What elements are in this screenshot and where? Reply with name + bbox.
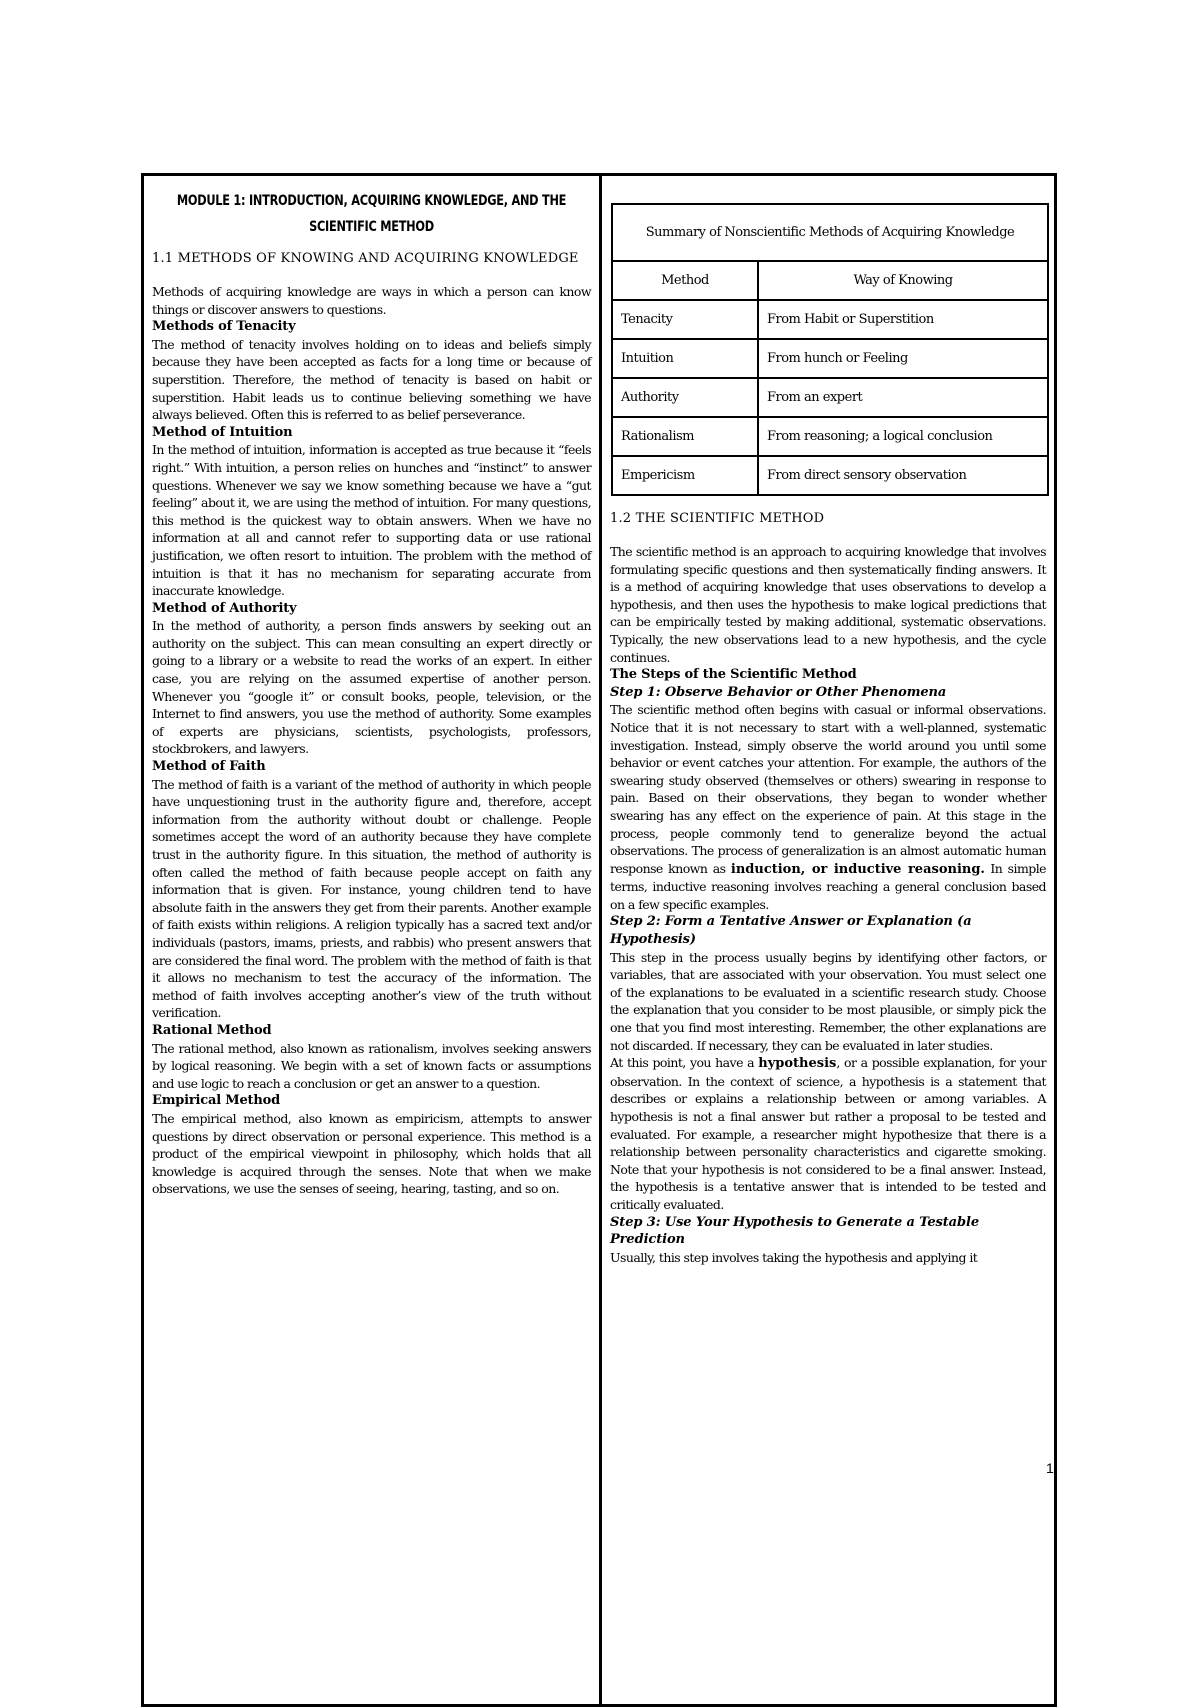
- heading-intuition: Method of Intuition: [152, 424, 293, 440]
- rational-text: The rational method, also known as rationalism, involves seeking answers by logical reasoning. We begin with a set of known facts or assumptions and use logic to reach a conclusion or get an answer to a question.: [152, 1040, 591, 1091]
- scientific-method-intro: The scientific method is an approach to acquiring knowledge that involves formulating specific questions and then systematically finding answers. It is a method of acquiring knowledge that uses observations to develop a hypothesis, and then uses the hypothesis to make logical predictions that can be empirically tested by making additional, systematic observations. Typically, the new observations lead to a new hypothesis, and the cycle continues.: [610, 544, 1046, 665]
- heading-rational: Rational Method: [152, 1022, 272, 1038]
- heading-step-2: Step 2: Form a Tentative Answer or Explanation (a Hypothesis): [610, 914, 972, 948]
- table-cell-method: Empericism: [612, 456, 758, 495]
- module-title: MODULE 1: INTRODUCTION, ACQUIRING KNOWLEDGE, AND THE SCIENTIFIC METHOD: [176, 193, 567, 235]
- heading-authority: Method of Authority: [152, 600, 297, 616]
- summary-table: [611, 203, 1049, 496]
- right-column: [602, 176, 1054, 1704]
- heading-step-3: Step 3: Use Your Hypothesis to Generate a Testable Prediction: [610, 1214, 979, 1248]
- table-row: [612, 456, 1048, 495]
- step-2-text: This step in the process usually begins by identifying other factors, or variables, that are associated with your observation. You must select one of the explanations to be evaluated in a scientific research study. Choose the explanation that you consider to be most plausible, or simply pick the one that you find most interesting. Remember, the other explanations are not discarded. If necessary, they can be evaluated in later studies.: [610, 949, 1046, 1053]
- step-3-text: Usually, this step involves taking the hypothesis and applying it: [610, 1249, 978, 1265]
- step-2-bold-term: hypothesis: [758, 1056, 837, 1072]
- table-cell-way: From direct sensory observation: [758, 456, 1048, 495]
- table-cell-method: Rationalism: [612, 417, 758, 456]
- heading-tenacity: Methods of Tenacity: [152, 319, 296, 335]
- table-row: [612, 339, 1048, 378]
- section-heading-scientific-method: 1.2 THE SCIENTIFIC METHOD: [610, 511, 825, 526]
- table-row: [612, 417, 1048, 456]
- table-cell-way: From Habit or Superstition: [758, 300, 1048, 339]
- page-frame: [141, 173, 1057, 1707]
- methods-intro: Methods of acquiring knowledge are ways in which a person can know things or discover answers to questions.: [152, 284, 591, 317]
- left-column: [144, 176, 602, 1704]
- heading-steps: The Steps of the Scientific Method: [610, 667, 857, 683]
- intuition-text: In the method of intuition, information is accepted as true because it “feels right.” With intuition, a person relies on hunches and “instinct” to answer questions. Whenever we say we know something because we have a “gut feeling” about it, we are using the method of intuition. For many questions, this method is the quickest way to obtain answers. When we have no information at all and cannot refer to supporting data or use rational justification, we often resort to intuition. The problem with the method of intuition is that it has no mechanism for separating accurate from inaccurate knowledge.: [152, 442, 591, 599]
- table-cell-way: From an expert: [758, 378, 1048, 417]
- table-header-method: Method: [612, 261, 758, 300]
- empirical-text: The empirical method, also known as empiricism, attempts to answer questions by direct observation or personal experience. This method is a product of the empirical viewpoint in philosophy, which holds that all knowledge is acquired through the senses. Note that when we make observations, we use the senses of seeing, hearing, tasting, and so on.: [152, 1110, 591, 1197]
- step-2-hypothesis-text: [610, 1054, 1046, 1213]
- step-1-text-a: The scientific method often begins with casual or informal observations. Notice that it is not necessary to start with a well-planned, systematic investigation. Instead, simply observe the world around you until some behavior or event catches your attention. For example, the authors of the swearing study observed (themselves or others) swearing in response to pain. Based on their observations, they began to wonder whether swearing has any effect on the experience of pain. At this stage in the process, people commonly tend to generalize beyond the actual observations. The process of generalization is an almost automatic human response known as: [610, 702, 1046, 876]
- step-1-text-b: In simple terms, inductive reasoning involves reaching a general conclusion based on a few specific examples.: [610, 860, 1046, 912]
- step-1-bold-term: induction, or inductive reasoning.: [730, 861, 985, 877]
- step-2-text-a: At this point, you have a: [610, 1055, 759, 1071]
- authority-text: In the method of authority, a person finds answers by seeking out an authority on the subject. This can mean consulting an expert directly or going to a library or a website to read the works of an expert. In either case, you are relying on the assumed expertise of another person. Whenever you “google it” or consult books, people, television, or the Internet to find answers, you use the method of authority. Some examples of experts are physicians, scientists, psychologists, professors, stockbrokers, and lawyers.: [152, 618, 591, 757]
- section-heading-methods-of-knowing: 1.1 METHODS OF KNOWING AND ACQUIRING KNOWLEDGE: [152, 251, 579, 266]
- table-row: [612, 300, 1048, 339]
- heading-step-1: Step 1: Observe Behavior or Other Phenomena: [610, 684, 947, 700]
- table-row: [612, 378, 1048, 417]
- table-cell-way: From reasoning; a logical conclusion: [758, 417, 1048, 456]
- step-2-text-b: , or a possible explanation, for your observation. In the context of science, a hypothesis is a statement that describes or explains a relationship between or among variables. A hypothesis is not a final answer but rather a proposal to be tested and evaluated. For example, a researcher might hypothesize that there is a relationship between personality characteristics and cigarette smoking. Note that your hypothesis is not considered to be a final answer. Instead, the hypothesis is a tentative answer that is intended to be tested and critically evaluated.: [610, 1055, 1046, 1212]
- table-cell-method: Tenacity: [612, 300, 758, 339]
- table-cell-method: Intuition: [612, 339, 758, 378]
- table-header-way-of-knowing: Way of Knowing: [758, 261, 1048, 300]
- table-cell-way: From hunch or Feeling: [758, 339, 1048, 378]
- faith-text: The method of faith is a variant of the method of authority in which people have unquestioning trust in the authority figure and, therefore, accept information from the authority without doubt or challenge. People sometimes accept the word of an authority because they have complete trust in the authority figure. In this situation, the method of authority is often called the method of faith because people accept on faith any information that is given. For instance, young children tend to have absolute faith in the answers they get from their parents. Another example of faith exists within religions. A religion typically has a sacred text and/or individuals (pastors, imams, priests, and rabbis) who present answers that are considered the final word. The problem with the method of faith is that it allows no mechanism to test the accuracy of the information. The method of faith involves accepting another’s view of the truth without verification.: [152, 776, 591, 1021]
- tenacity-text: The method of tenacity involves holding on to ideas and beliefs simply because they have been accepted as facts for a long time or because of superstition. Therefore, the method of tenacity is based on habit or superstition. Habit leads us to continue believing something we have always believed. Often this is referred to as belief perseverance.: [152, 336, 591, 423]
- table-cell-method: Authority: [612, 378, 758, 417]
- heading-empirical: Empirical Method: [152, 1093, 280, 1109]
- step-1-text: [610, 701, 1046, 913]
- table-caption: Summary of Nonscientific Methods of Acquiring Knowledge: [612, 204, 1048, 261]
- page-number: 1: [1046, 1460, 1054, 1476]
- heading-faith: Method of Faith: [152, 759, 266, 775]
